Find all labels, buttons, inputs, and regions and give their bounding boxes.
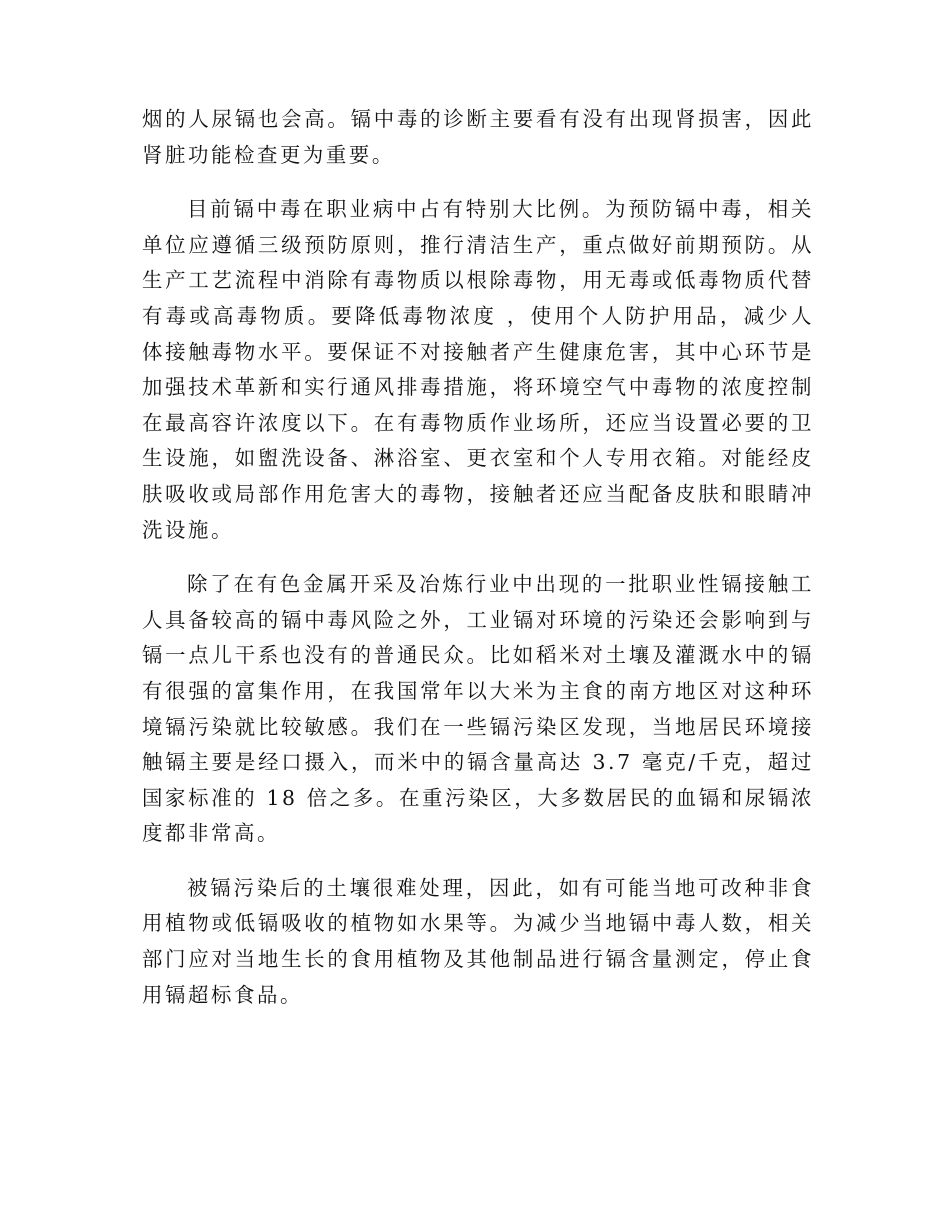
paragraph-environmental-pollution: 除了在有色金属开采及冶炼行业中出现的一批职业性镉接触工人具备较高的镉中毒风险之外，工业镉对环境的污染还会影响到与镉一点儿干系也没有的普通民众。比如稻米对土壤及灌溉水中的镉有很强的富集作用，在我国常年以大米为主食的南方地区对这种环境镉污染就比较敏感。我们在一些镉污染区发现，当地居民环境接触镉主要是经口摄入，而米中的镉含量高达 3.7 毫克/千克，超过国家标准的 18 倍之多。在重污染区，大多数居民的血镉和尿镉浓度都非常高。 bbox=[142, 572, 814, 846]
paragraph-continuation: 烟的人尿镉也会高。镉中毒的诊断主要看有没有出现肾损害，因此肾脏功能检查更为重要。 bbox=[142, 107, 814, 167]
document-body bbox=[142, 102, 814, 1032]
paragraph-soil-treatment: 被镉污染后的土壤很难处理，因此，如有可能当地可改种非食用植物或低镉吸收的植物如水果等。为减少当地镉中毒人数，相关部门应对当地生长的食用植物及其他制品进行镉含量测定，停止食用镉超标食品。 bbox=[142, 875, 814, 1007]
paragraph-occupational-prevention: 目前镉中毒在职业病中占有特别大比例。为预防镉中毒，相关单位应遵循三级预防原则，推行清洁生产，重点做好前期预防。从生产工艺流程中消除有毒物质以根除毒物，用无毒或低毒物质代替有毒或高毒物质。要降低毒物浓度 ，使用个人防护用品，减少人体接触毒物水平。要保证不对接触者产生健康危害，其中心环节是加强技术革新和实行通风排毒措施，将环境空气中毒物的浓度控制在最高容许浓度以下。在有毒物质作业场所，还应当设置必要的卫生设施，如盥洗设备、淋浴室、更衣室和个人专用衣箱。对能经皮肤吸收或局部作用危害大的毒物，接触者还应当配备皮肤和眼睛冲洗设施。 bbox=[142, 197, 814, 542]
